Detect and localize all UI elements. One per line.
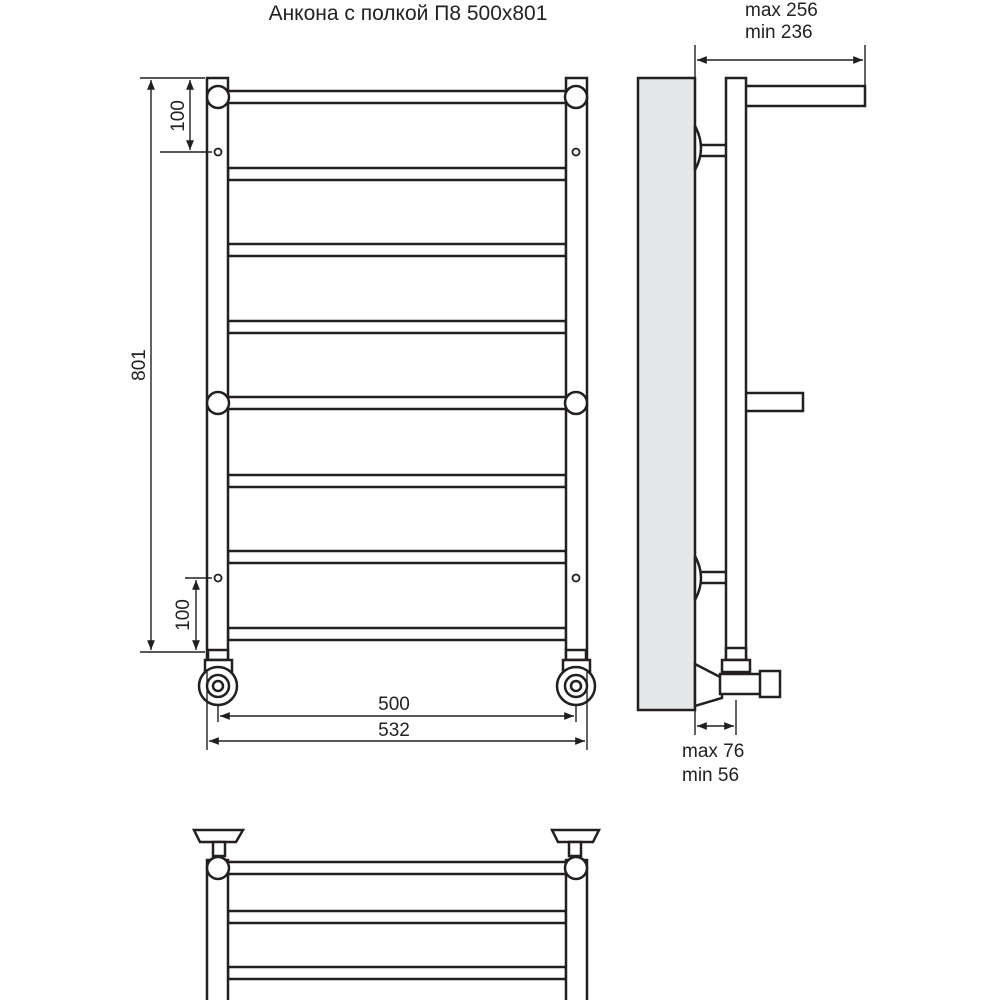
top-view — [194, 830, 599, 1000]
front-rails — [222, 91, 572, 640]
side-view — [638, 78, 865, 710]
side-post — [726, 78, 746, 658]
right-post — [566, 78, 587, 658]
mount-holes — [215, 149, 580, 582]
right-valve — [557, 650, 595, 705]
top-offset-label: 100 — [168, 100, 189, 132]
front-view — [199, 78, 595, 705]
depth-max-label: max 256 — [745, 0, 818, 21]
center-distance-label: 500 — [378, 694, 410, 715]
left-valve — [199, 650, 237, 705]
overall-width-label: 532 — [378, 720, 410, 741]
wall-gap-max-label: max 76 — [682, 741, 745, 762]
side-valve — [695, 648, 780, 706]
wall — [638, 78, 695, 710]
left-post — [207, 78, 228, 658]
middle-arm — [745, 393, 803, 411]
drawing-title: Анкона с полкой П8 500x801 — [268, 2, 548, 25]
top-shelf-arm — [745, 86, 865, 106]
wall-gap-min-label: min 56 — [682, 765, 740, 786]
height-801-label: 801 — [129, 349, 150, 381]
depth-min-label: min 236 — [745, 22, 813, 43]
bottom-offset-label: 100 — [173, 599, 194, 631]
